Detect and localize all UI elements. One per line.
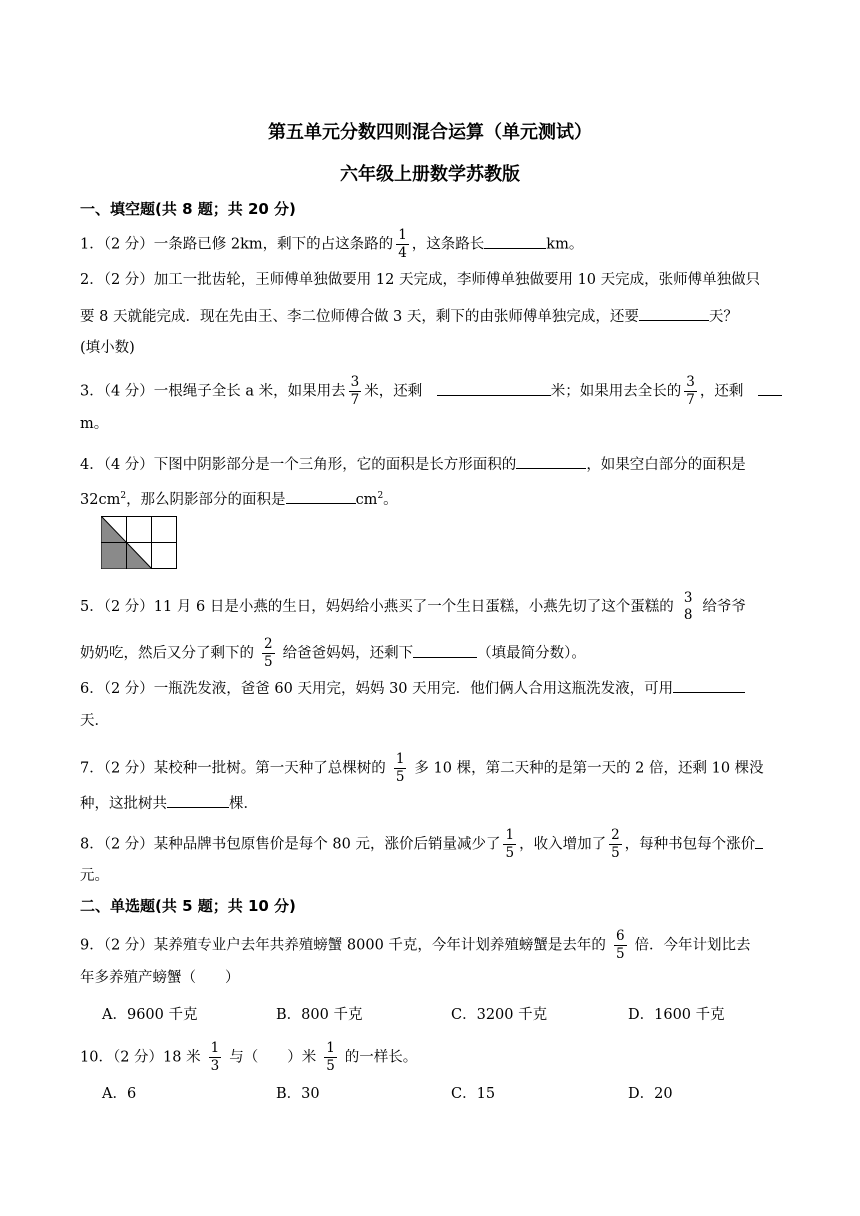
- question-6-text: 6．（2 分）一瓶洗发液，爸爸 60 天用完，妈妈 30 天用完．他们俩人合用这瓶洗发液，可用: [80, 681, 674, 697]
- question-3-line-2: m。: [80, 416, 109, 432]
- question-6-line-2: 天．: [80, 713, 109, 729]
- fraction: $\frac{1}{4}$: [398, 227, 407, 261]
- question-2-line-1: 2．（2 分）加工一批齿轮，王师傅单独做要用 12 天完成，李师傅单独做要用 10 天完成，张师傅单独做只: [80, 272, 761, 288]
- answer-blank[interactable]: [758, 379, 782, 396]
- fraction: $\frac{1}{3}$: [210, 1040, 220, 1074]
- fraction: $\frac{1}{5}$: [395, 751, 405, 785]
- question-7-text: 种，这批树共: [80, 796, 167, 812]
- answer-blank[interactable]: [755, 832, 763, 849]
- question-2-line-2: [80, 304, 738, 327]
- question-5-text: （填最简分数）。: [477, 645, 586, 662]
- question-9-line-2: 年多养殖产螃蟹（ ）: [80, 970, 240, 986]
- question-3-text: 米；如果用去全长的: [550, 383, 682, 400]
- question-9-line-1: [80, 928, 751, 963]
- question-3-text: 米，还剩: [364, 383, 423, 400]
- fraction: $\frac{1}{5}$: [505, 827, 515, 861]
- question-9-text: 倍．今年计划比去: [634, 937, 751, 954]
- question-4-text: 32cm: [80, 492, 121, 508]
- question-1-text: ，这条路长: [411, 236, 485, 253]
- question-2-text: 天？: [708, 309, 738, 325]
- answer-blank[interactable]: [167, 791, 229, 808]
- question-10-option-c[interactable]: C．15: [451, 1086, 496, 1102]
- question-9-option-c[interactable]: C．3200 千克: [451, 1007, 548, 1023]
- superscript: 2: [120, 491, 127, 501]
- section-single-choice-heading: 二、单选题(共 5 题；共 10 分): [80, 897, 296, 915]
- superscript: 2: [377, 491, 384, 501]
- question-7-text: 多 10 棵，第二天种的是第一天的 2 倍，还剩 10 棵没: [414, 760, 764, 777]
- question-5-line-2: [80, 636, 586, 671]
- question-7-text: 棵．: [229, 796, 258, 812]
- question-9-option-b[interactable]: B．800 千克: [276, 1007, 363, 1023]
- question-1: [80, 227, 583, 262]
- question-4-text: ，那么阴影部分的面积是: [126, 492, 286, 508]
- question-10-text: 10．（2 分）18 米: [80, 1049, 201, 1066]
- question-5-text: 给爷爷: [702, 599, 746, 615]
- question-10-text: 与（ ）米: [229, 1049, 317, 1066]
- worksheet-title: 第五单元分数四则混合运算（单元测试）: [268, 122, 592, 143]
- question-5-text: 奶奶吃，然后又分了剩下的: [80, 645, 254, 662]
- question-10-option-d[interactable]: D．20: [628, 1086, 673, 1102]
- answer-blank[interactable]: [516, 452, 586, 469]
- question-4-line-1: [80, 452, 746, 475]
- question-8-text: ，每种书包每个涨价: [624, 836, 756, 853]
- question-10-option-b[interactable]: B．30: [276, 1086, 320, 1102]
- fraction: $\frac{2}{5}$: [611, 827, 620, 861]
- section-fill-in-blank-heading: 一、填空题(共 8 题；共 20 分): [80, 200, 296, 218]
- worksheet-subtitle: 六年级上册数学苏教版: [340, 164, 520, 185]
- question-6: [80, 676, 745, 699]
- fraction: $\frac{6}{5}$: [615, 928, 625, 962]
- question-7-text: 7．（2 分）某校种一批树。第一天种了总棵树的: [80, 760, 386, 777]
- question-9-option-d[interactable]: D．1600 千克: [628, 1007, 725, 1023]
- rectangle-triangle-figure: [101, 516, 178, 570]
- answer-blank[interactable]: [639, 304, 709, 321]
- question-8-text: ，收入增加了: [519, 836, 607, 853]
- answer-blank[interactable]: [413, 641, 477, 658]
- fraction: $\frac{3}{7}$: [686, 374, 695, 408]
- question-3-text: ，还剩: [699, 383, 744, 400]
- question-4-text: ，如果空白部分的面积是: [586, 457, 746, 473]
- question-4-text: 。: [383, 492, 398, 508]
- question-1-text: 1．（2 分）一条路已修 2km，剩下的占这条路的: [80, 236, 394, 253]
- question-8-text: 8．（2 分）某种品牌书包原售价是每个 80 元，涨价后销量减少了: [80, 836, 501, 853]
- question-3-text: 3．（4 分）一根绳子全长 a 米，如果用去: [80, 383, 346, 400]
- fraction: $\frac{2}{5}$: [264, 636, 273, 670]
- question-2-line-3: (填小数): [80, 340, 135, 356]
- question-4-line-2: [80, 486, 398, 510]
- question-4-unit: cm: [355, 492, 378, 508]
- question-1-unit: km。: [546, 236, 584, 253]
- question-2-text: 要 8 天就能完成．现在先由王、李二位师傅合做 3 天，剩下的由张师傅单独完成，还要: [80, 309, 639, 325]
- question-3: [80, 374, 782, 409]
- fraction: $\frac{3}{7}$: [350, 374, 360, 408]
- question-7-line-2: [80, 791, 258, 814]
- question-5-text: 5．（2 分）11 月 6 日是小燕的生日，妈妈给小燕买了一个生日蛋糕，小燕先切了这个蛋糕的: [80, 599, 674, 615]
- fraction: $\frac{1}{5}$: [326, 1040, 335, 1074]
- question-8-line-2: 元。: [80, 868, 109, 884]
- answer-blank[interactable]: [437, 379, 551, 396]
- question-9-option-a[interactable]: A．9600 千克: [102, 1007, 198, 1023]
- question-10-text: 的一样长。: [344, 1049, 418, 1066]
- question-5-line-1: [80, 590, 746, 624]
- question-8: [80, 827, 763, 862]
- answer-blank[interactable]: [673, 676, 745, 693]
- answer-blank[interactable]: [484, 232, 546, 249]
- fraction: 3 8: [683, 590, 693, 623]
- answer-blank[interactable]: [286, 487, 356, 504]
- question-10-option-a[interactable]: A．6: [102, 1086, 137, 1102]
- question-7-line-1: [80, 751, 764, 786]
- question-4-text: 4．（4 分）下图中阴影部分是一个三角形，它的面积是长方形面积的: [80, 457, 517, 473]
- question-10: [80, 1040, 417, 1075]
- question-9-text: 9．（2 分）某养殖专业户去年共养殖螃蟹 8000 千克，今年计划养殖螃蟹是去年的: [80, 937, 606, 954]
- question-5-text: 给爸爸妈妈，还剩下: [282, 645, 414, 662]
